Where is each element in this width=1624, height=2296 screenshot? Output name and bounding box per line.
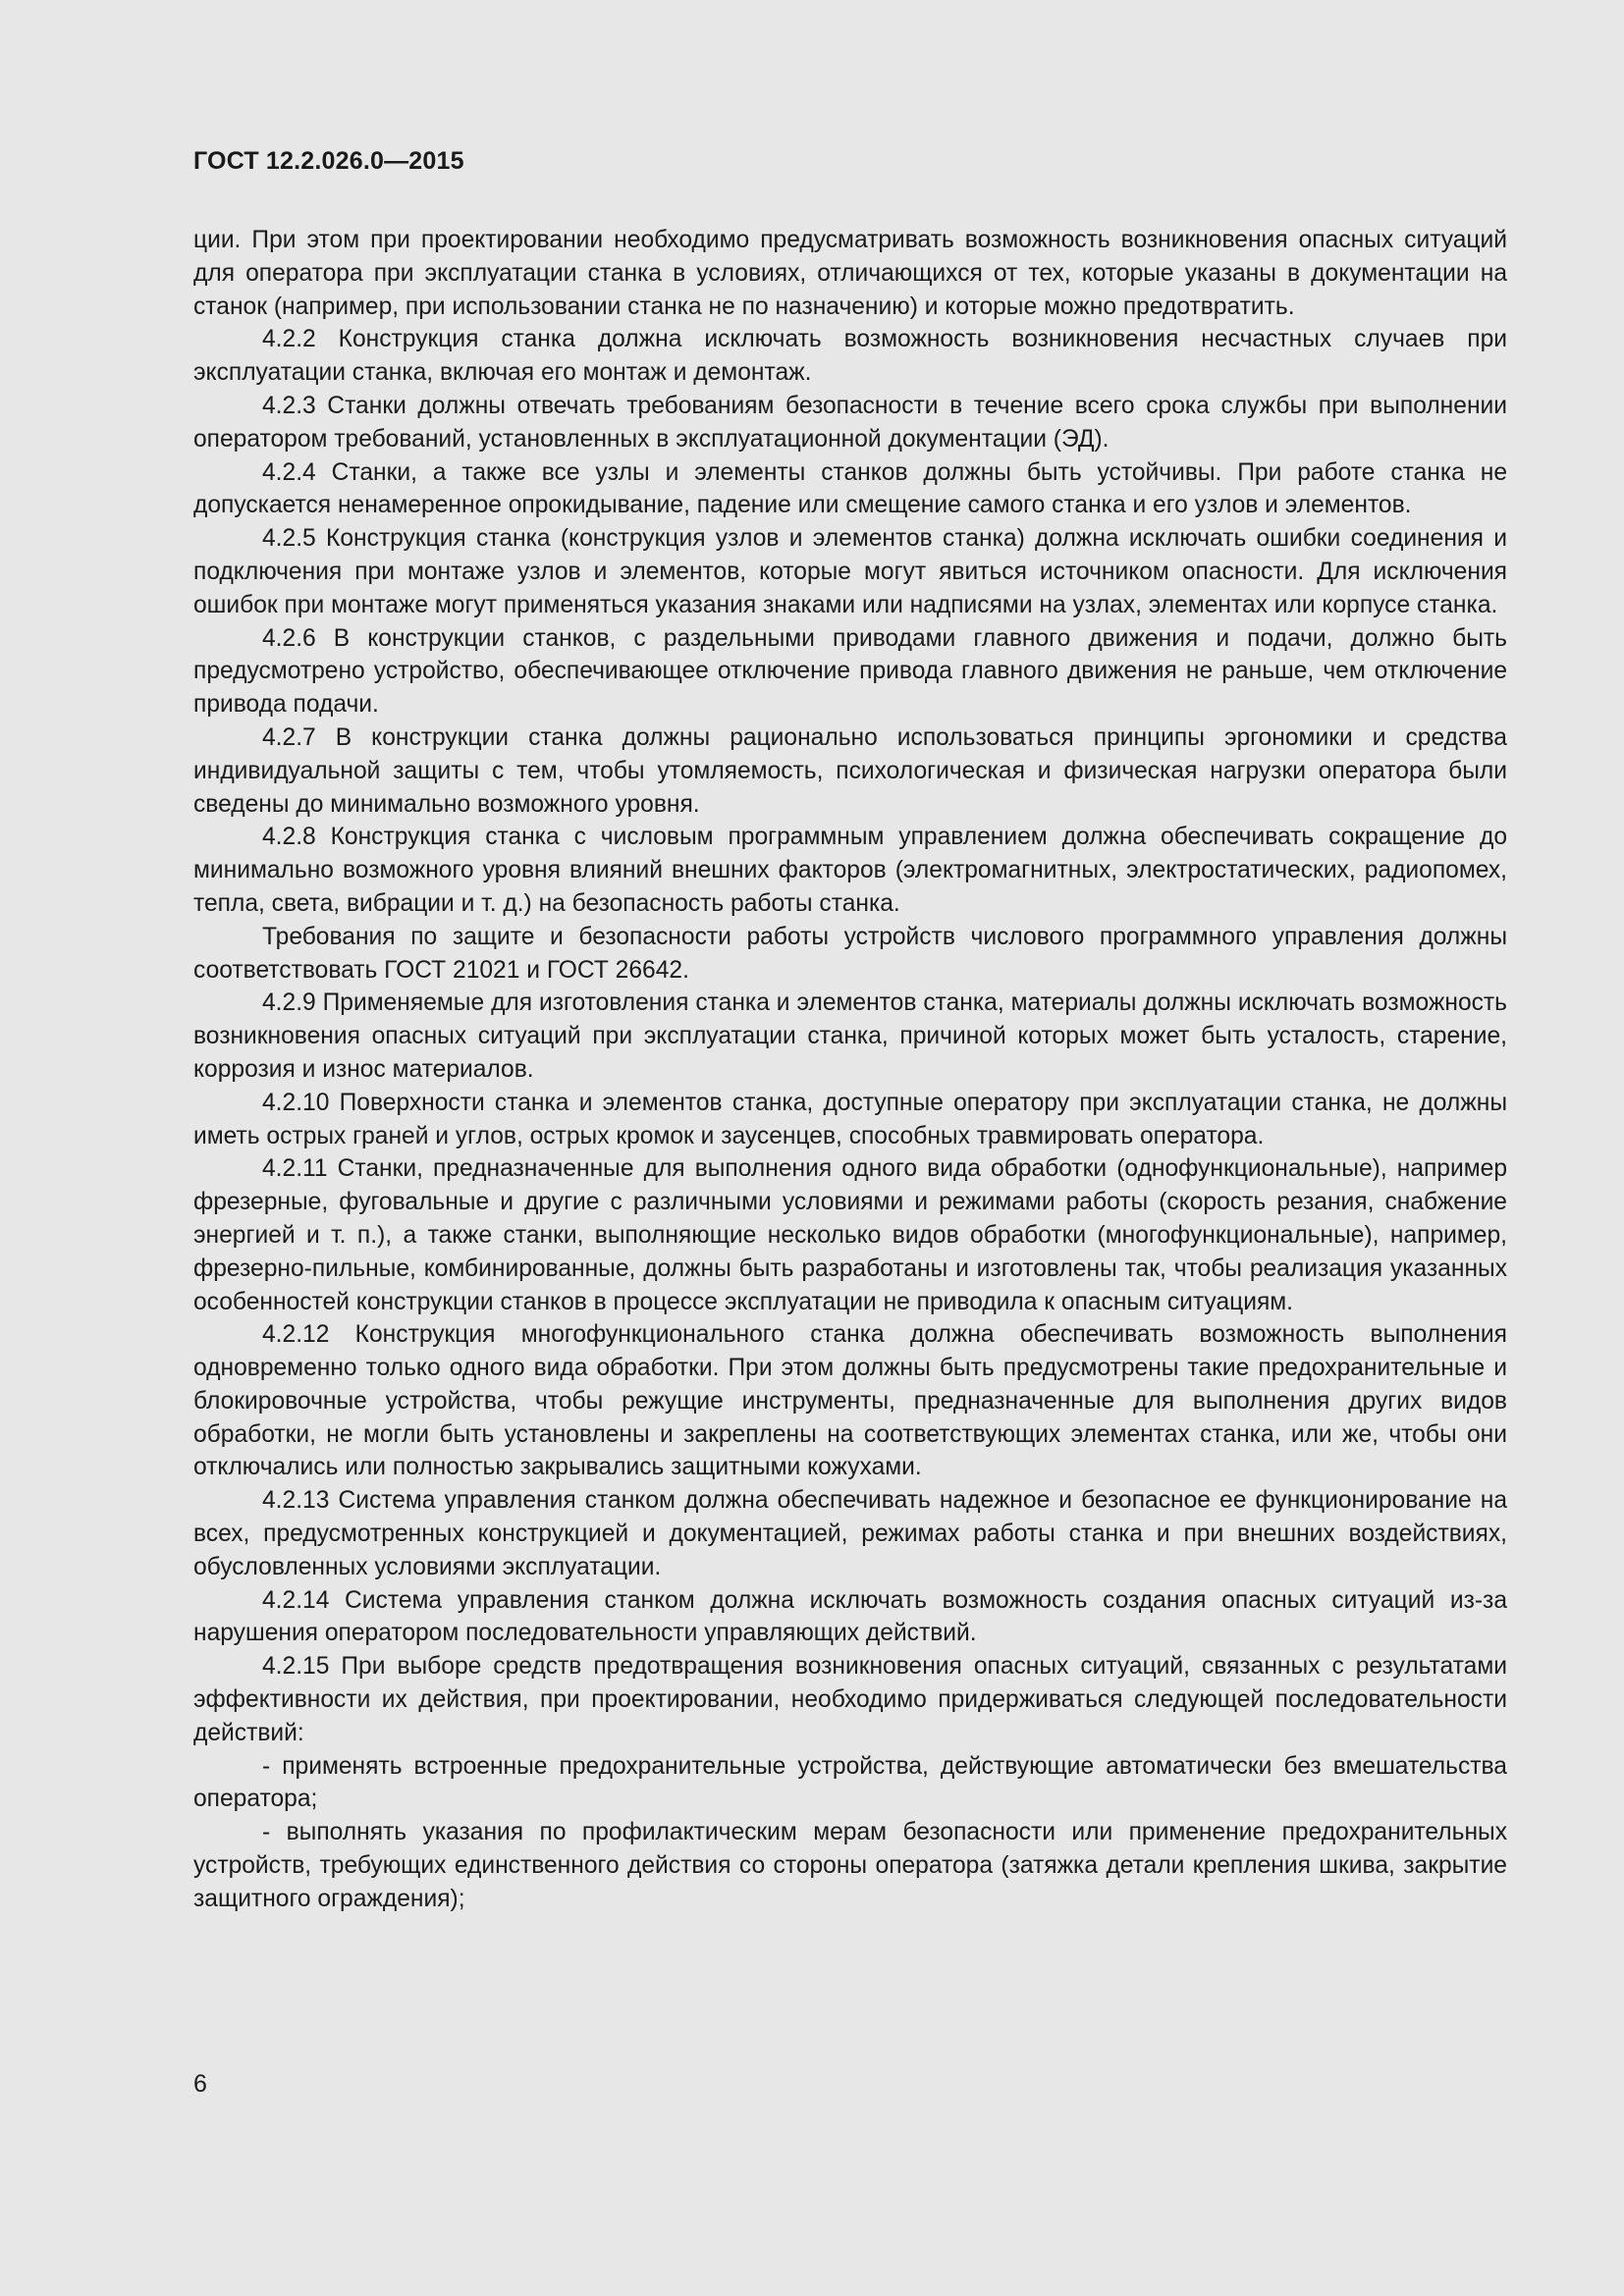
paragraph-4-2-3: 4.2.3 Станки должны отвечать требованиям безопасности в течение всего срока службы при выполнении оператором требований, установленных в эксплуатационной документации (ЭД). <box>193 392 1507 453</box>
paragraph-4-2-12: 4.2.12 Конструкция многофункционального станка должна обеспечивать возможность выполнения одновременно только одного вида обработки. При этом должны быть предусмотрены такие предохранительные и блокировочные устройства, чтобы режущие инструменты, предназначенные для выполнения других видов обработки, не могли быть установлены и закреплены на соответствующих элементах станка, или же, чтобы они отключались или полностью закрывались защитными кожухами. <box>193 1321 1507 1481</box>
paragraph-4-2-13: 4.2.13 Система управления станком должна обеспечивать надежное и безопасное ее функционирование на всех, предусмотренных конструкцией и документацией, режимах работы станка и при внешних воздействиях, обусловленных условиями эксплуатации. <box>193 1487 1507 1580</box>
paragraph-4-2-14: 4.2.14 Система управления станком должна исключать возможность создания опасных ситуаций из-за нарушения оператором последовательности управляющих действий. <box>193 1586 1507 1647</box>
paragraph-4-2-2: 4.2.2 Конструкция станка должна исключать возможность возникновения несчастных случаев при эксплуатации станка, включая его монтаж и демонтаж. <box>193 326 1507 387</box>
paragraph-4-2-10: 4.2.10 Поверхности станка и элементов станка, доступные оператору при эксплуатации станка, не должны иметь острых граней и углов, острых кромок и заусенцев, способных травмировать оператора. <box>193 1089 1507 1149</box>
paragraph-nc-requirements: Требования по защите и безопасности работы устройств числового программного управления должны соответствовать ГОСТ 21021 и ГОСТ 26642. <box>193 923 1507 984</box>
paragraph-continuation: ции. При этом при проектировании необходимо предусматривать возможность возникновения опасных ситуаций для оператора при эксплуатации станка в условиях, отличающихся от тех, которые указаны в документации на станок (например, при использовании станка не по назначению) и которые можно предотвратить. <box>193 227 1507 320</box>
list-item: - применять встроенные предохранительные устройства, действующие автоматически без вмешательства оператора; <box>193 1752 1507 1813</box>
paragraph-4-2-9: 4.2.9 Применяемые для изготовления станка и элементов станка, материалы должны исключать возможность возникновения опасных ситуаций при эксплуатации станка, причиной которых может быть усталость, старение, коррозия и износ материалов. <box>193 989 1507 1083</box>
paragraph-4-2-4: 4.2.4 Станки, а также все узлы и элементы станков должны быть устойчивы. При работе станка не допускается ненамеренное опрокидывание, падение или смещение самого станка и его узлов и элементов. <box>193 458 1507 519</box>
paragraph-4-2-8: 4.2.8 Конструкция станка с числовым программным управлением должна обеспечивать сокращение до минимально возможного уровня влияний внешних факторов (электромагнитных, электростатических, радиопомех, тепла, света, вибрации и т. д.) на безопасность работы станка. <box>193 824 1507 917</box>
page-number: 6 <box>193 2070 207 2098</box>
paragraph-4-2-11: 4.2.11 Станки, предназначенные для выполнения одного вида обработки (однофункциональные), например фрезерные, фуговальные и другие с различными условиями и режимами работы (скорость резания, снабжение энергией и т. п.), а также станки, выполняющие несколько видов обработки (многофункциональные), например, фрезерно-пильные, комбинированные, должны быть разработаны и изготовлены так, чтобы реализация указанных особенностей конструкции станков в процессе эксплуатации не приводила к опасным ситуациям. <box>193 1155 1507 1315</box>
document-header: ГОСТ 12.2.026.0—2015 <box>193 147 464 175</box>
paragraph-4-2-15: 4.2.15 При выборе средств предотвращения возникновения опасных ситуаций, связанных с результатами эффективности их действия, при проектировании, необходимо придерживаться следующей последовательности действий: <box>193 1653 1507 1746</box>
paragraph-4-2-6: 4.2.6 В конструкции станков, с раздельными приводами главного движения и подачи, должно быть предусмотрено устройство, обеспечивающее отключение привода главного движения не раньше, чем отключение привода подачи. <box>193 624 1507 719</box>
paragraph-4-2-7: 4.2.7 В конструкции станка должны рационально использоваться принципы эргономики и средства индивидуальной защиты с тем, чтобы утомляемость, психологическая и физическая нагрузки оператора были сведены до минимально возможного уровня. <box>193 723 1507 818</box>
document-body <box>193 224 1507 1916</box>
list-item: - выполнять указания по профилактическим мерам безопасности или применение предохранительных устройств, требующих единственного действия со стороны оператора (затяжка детали крепления шкива, закрытие защитного ограждения); <box>193 1819 1507 1912</box>
paragraph-4-2-5: 4.2.5 Конструкция станка (конструкция узлов и элементов станка) должна исключать ошибки соединения и подключения при монтаже узлов и элементов, которые могут явиться источником опасности. Для исключения ошибок при монтаже могут применяться указания знаками или надписями на узлах, элементах или корпусе станка. <box>193 525 1507 618</box>
